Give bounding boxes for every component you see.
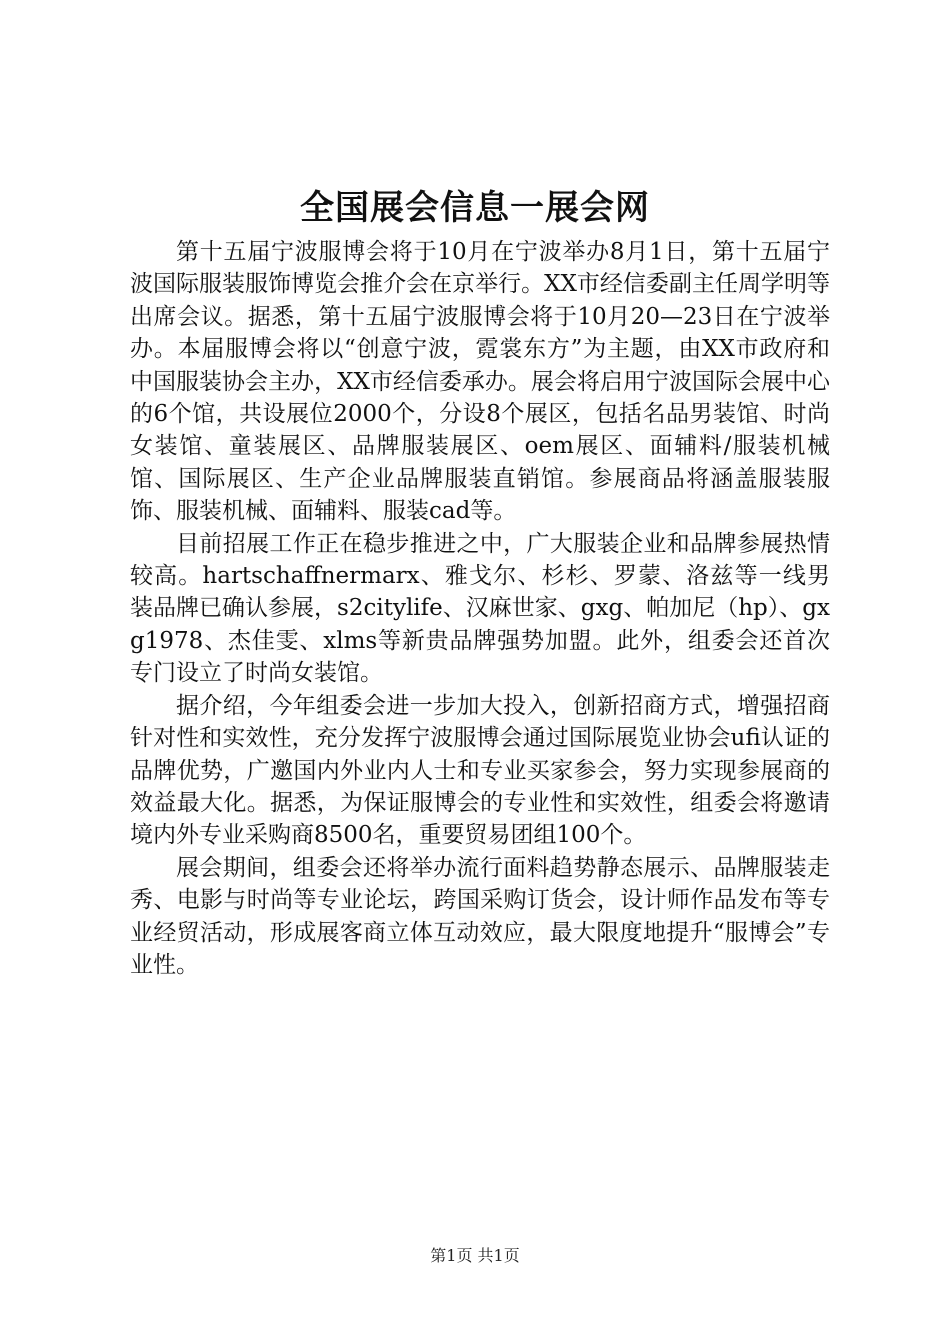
paragraph: 目前招展工作正在稳步推进之中，广大服装企业和品牌参展热情较高。hartschaffnermarx、雅戈尔、杉杉、罗蒙、洛兹等一线男装品牌已确认参展，s2citylife、汉麻世家、gxg、帕加尼（hp）、gxg1978、杰佳雯、xlms等新贵品牌强势加盟。此外，组委会还首次专门设立了时尚女装馆。 [130, 530, 830, 687]
paragraph: 第十五届宁波服博会将于10月在宁波举办8月1日，第十五届宁波国际服装服饰博览会推介会在京举行。XX市经信委副主任周学明等出席会议。据悉，第十五届宁波服博会将于10月20—23日在宁波举办。本届服博会将以“创意宁波，霓裳东方”为主题，由XX市政府和中国服装协会主办，XX市经信委承办。展会将启用宁波国际会展中心的6个馆，共设展位2000个，分设8个展区，包括名品男装馆、时尚女装馆、童装展区、品牌服装展区、oem展区、面辅料/服装机械馆、国际展区、生产企业品牌服装直销馆。参展商品将涵盖服装服饰、服装机械、面辅料、服装cad等。 [130, 239, 830, 525]
document-title: 全国展会信息一展会网 [300, 188, 650, 228]
paragraph: 据介绍，今年组委会进一步加大投入，创新招商方式，增强招商针对性和实效性，充分发挥宁波服博会通过国际展览业协会ufi认证的品牌优势，广邀国内外业内人士和专业买家参会，努力实现参展商的效益最大化。据悉，为保证服博会的专业性和实效性，组委会将邀请境内外专业采购商8500名，重要贸易团组100个。 [130, 692, 830, 849]
document-body [130, 236, 830, 981]
page-footer: 第1页 共1页 [430, 1246, 520, 1265]
paragraph: 展会期间，组委会还将举办流行面料趋势静态展示、品牌服装走秀、电影与时尚等专业论坛，跨国采购订货会，设计师作品发布等专业经贸活动，形成展客商立体互动效应，最大限度地提升“服博会”专业性。 [130, 854, 830, 978]
